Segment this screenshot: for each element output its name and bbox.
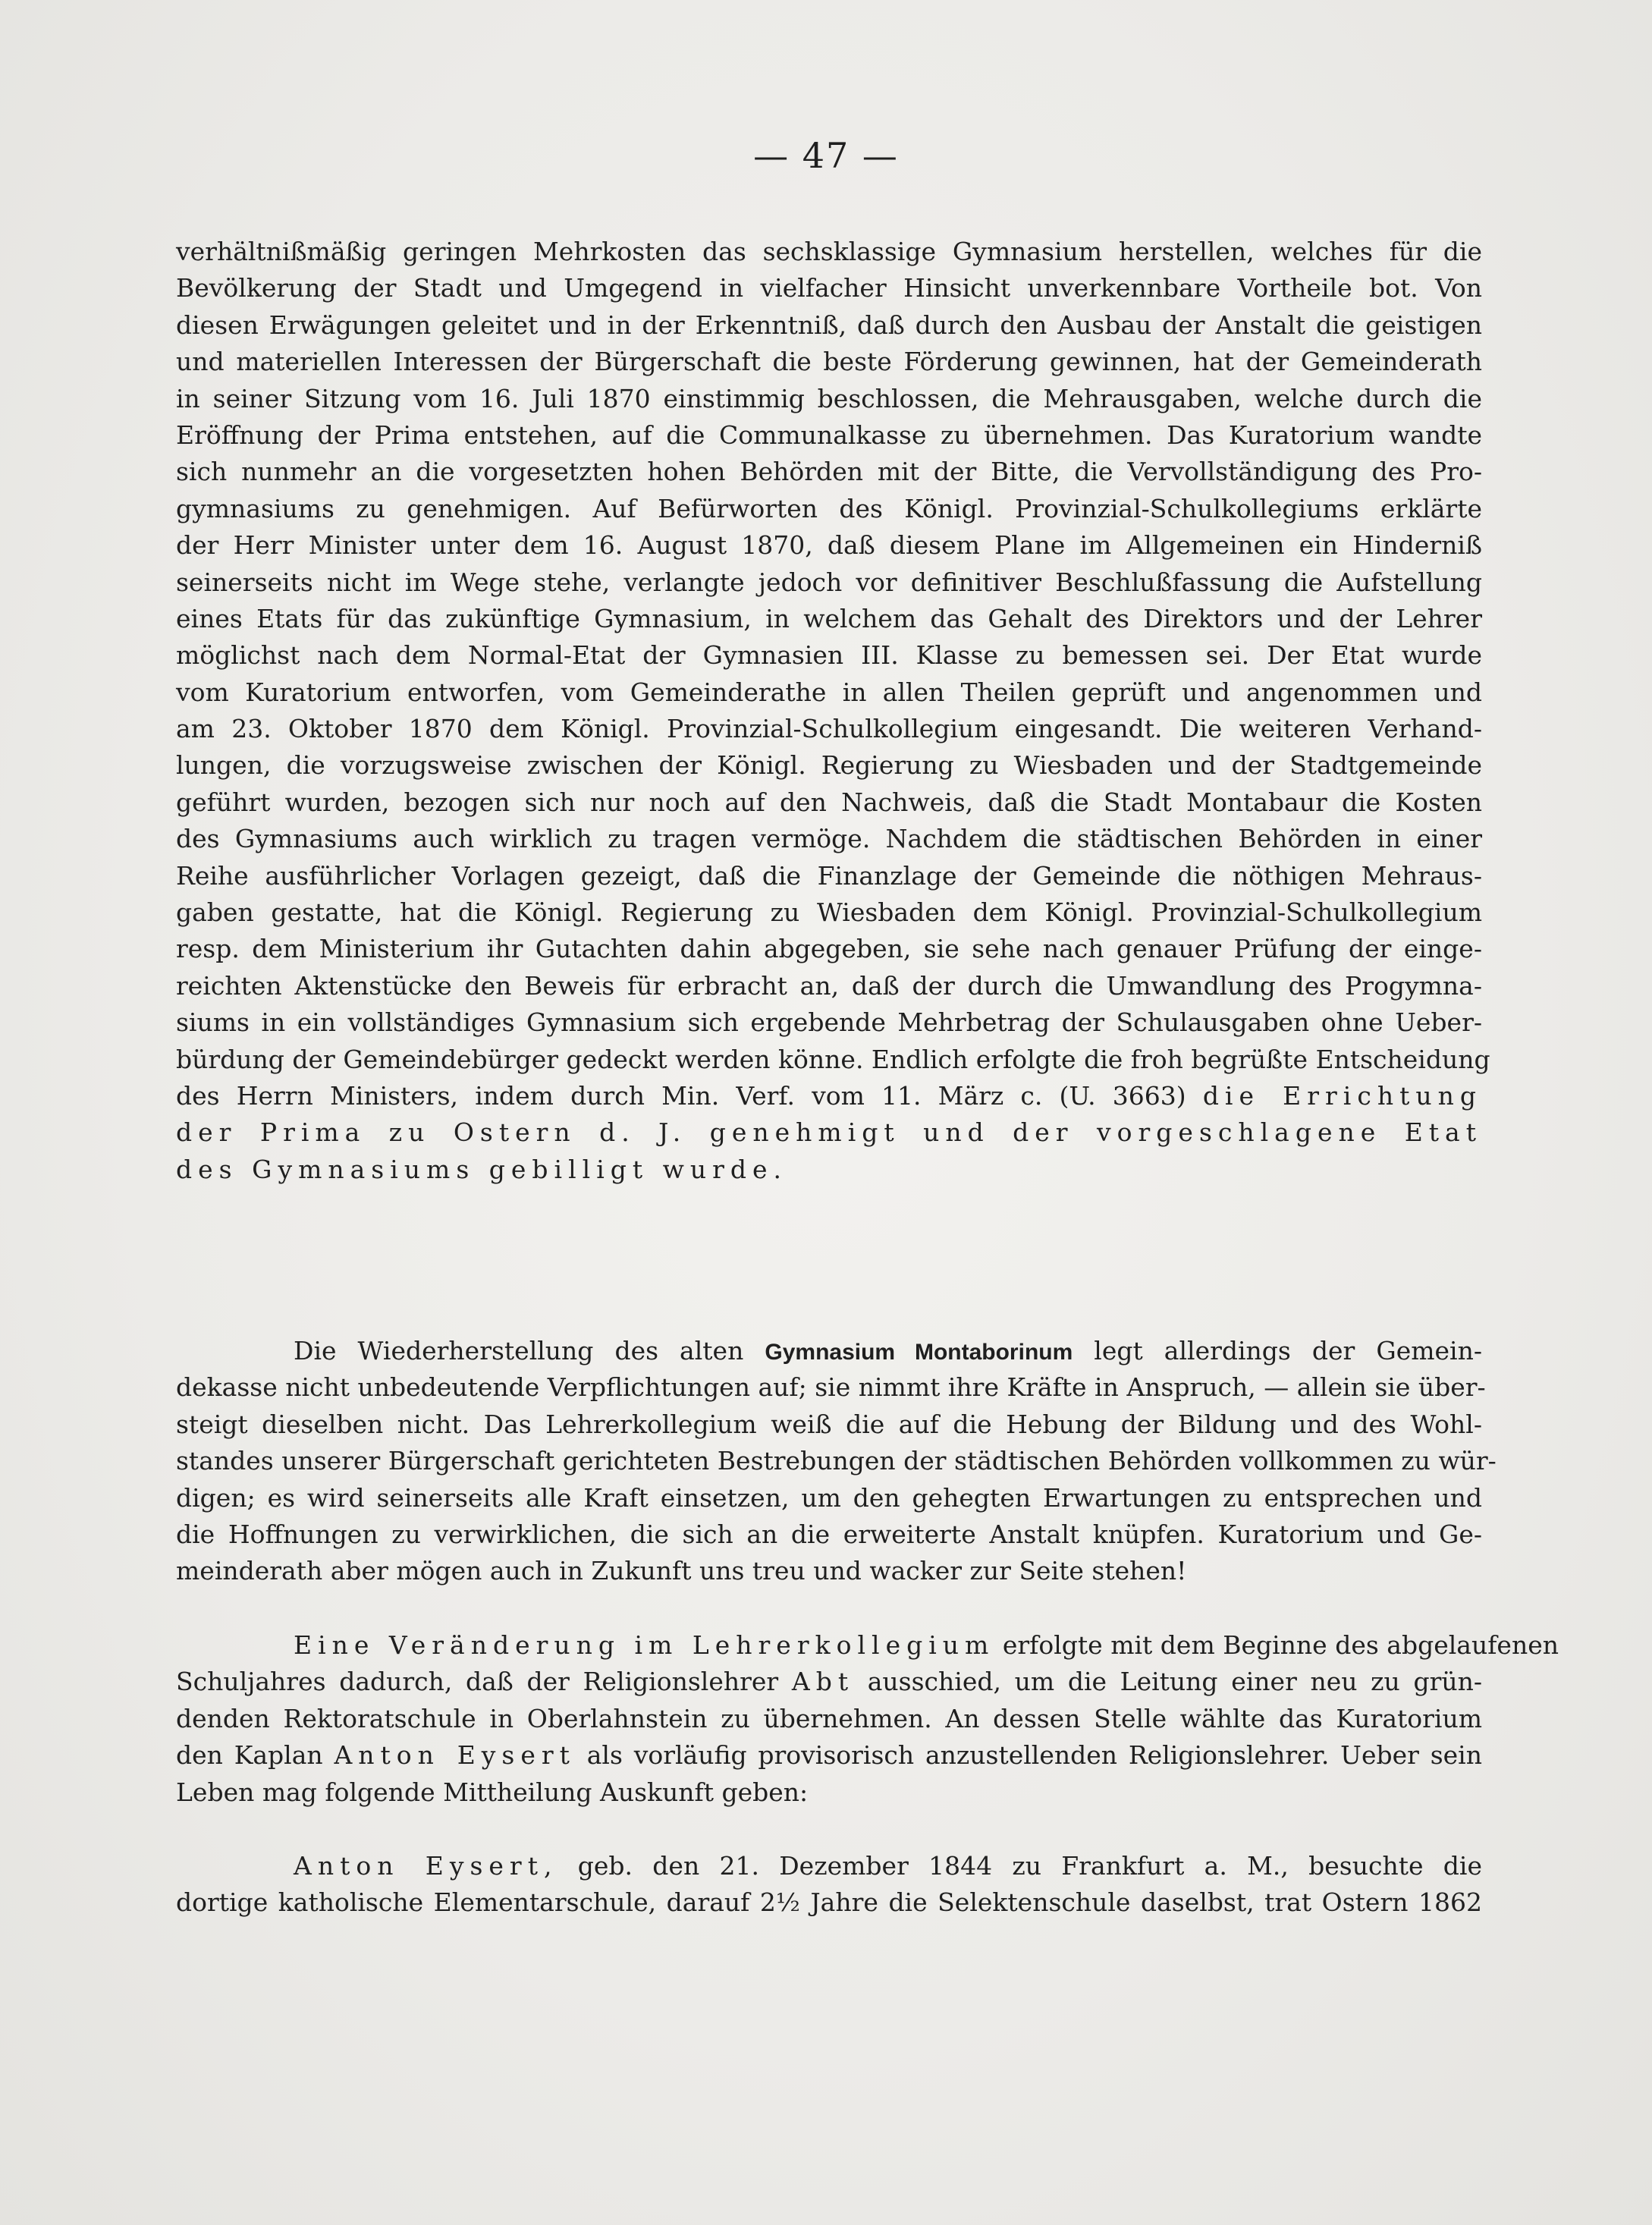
text-line: resp. dem Ministerium ihr Gutachten dahin abgegeben, sie sehe nach genauer Prüfung der einge- [176, 934, 1482, 964]
text-line: möglichst nach dem Normal-Etat der Gymnasien III. Klasse zu bemessen sei. Der Etat wurde [176, 640, 1482, 671]
text-line: diesen Erwägungen geleitet und in der Erkenntniß, daß durch den Ausbau der Anstalt die geistigen [176, 310, 1482, 340]
text-line: dekasse nicht unbedeutende Verpflichtungen auf; sie nimmt ihre Kräfte in Anspruch, — allein sie über- [176, 1372, 1486, 1403]
text-line: Bevölkerung der Stadt und Umgegend in vielfacher Hinsicht unverkennbare Vortheile bot. Von [176, 273, 1482, 303]
text-line: vom Kuratorium entworfen, vom Gemeinderathe in allen Theilen geprüft und angenommen und [176, 677, 1482, 707]
text-fragment: Die Wiederherstellung des alten [294, 1336, 744, 1365]
emphasized-text: Abt [791, 1667, 855, 1697]
text-line: digen; es wird seinerseits alle Kraft einsetzen, um den gehegten Erwartungen zu entsprechen und [176, 1482, 1482, 1513]
text-line [176, 1627, 1559, 1664]
text-line: sich nunmehr an die vorgesetzten hohen Behörden mit der Bitte, die Vervollständigung des Pro- [176, 457, 1482, 487]
text-line: standes unserer Bürgerschaft gerichteten Bestrebungen der städtischen Behörden vollkommen zu wür- [176, 1446, 1497, 1476]
paragraph-biography [176, 1848, 1482, 1922]
text-line: dortige katholische Elementarschule, darauf 2½ Jahre die Selektenschule daselbst, trat Ostern 1862 [176, 1887, 1482, 1918]
text-line: eines Etats für das zukünftige Gymnasium, in welchem das Gehalt des Direktors und der Lehrer [176, 603, 1482, 633]
text-line: Eröffnung der Prima entstehen, auf die Communalkasse zu übernehmen. Das Kuratorium wandte [176, 420, 1482, 450]
text-fragment: des Herrn Ministers, indem durch Min. Verf. vom 11. März c. (U. 3663) [176, 1080, 1186, 1111]
text-fragment: ausschied, um die Leitung einer neu zu grün- [867, 1667, 1483, 1697]
emphasized-text: Anton Eysert, [294, 1851, 558, 1881]
page-number: — 47 — [753, 135, 899, 176]
text-line: und materiellen Interessen der Bürgerschaft die beste Förderung gewinnen, hat der Gemeinderath [176, 347, 1482, 377]
text-line: am 23. Oktober 1870 dem Königl. Provinzial-Schulkollegium eingesandt. Die weiteren Verhand- [176, 714, 1482, 744]
text-line: Leben mag folgende Mittheilung Auskunft geben: [176, 1777, 809, 1807]
text-line [176, 1333, 1482, 1369]
antiqua-text: Gymnasium Montaborinum [765, 1340, 1073, 1365]
text-line [176, 1078, 1482, 1114]
text-line: die Hoffnungen zu verwirklichen, die sich an die erweiterte Anstalt knüpfen. Kuratorium und Ge- [176, 1519, 1482, 1549]
text-fragment: den Kaplan [176, 1740, 323, 1771]
text-line [176, 1737, 1482, 1774]
emphasized-line: der Prima zu Ostern d. J. genehmigt und der vorgeschlagene Etat [176, 1117, 1482, 1148]
paragraph-staff-change [176, 1627, 1559, 1811]
text-line: gymnasiums zu genehmigen. Auf Befürworten des Königl. Provinzial-Schulkollegiums erklärte [176, 493, 1482, 523]
text-line: reichten Aktenstücke den Beweis für erbracht an, daß der durch die Umwandlung des Progymna- [176, 970, 1482, 1001]
emphasized-text: Anton Eysert [334, 1740, 576, 1771]
text-line: Reihe ausführlicher Vorlagen gezeigt, daß die Finanzlage der Gemeinde die nöthigen Mehraus- [176, 860, 1482, 891]
text-line: gaben gestatte, hat die Königl. Regierung zu Wiesbaden dem Königl. Provinzial-Schulkollegium [176, 897, 1482, 928]
text-line: verhältnißmäßig geringen Mehrkosten das sechsklassige Gymnasium herstellen, welches für die [176, 237, 1482, 266]
emphasized-line: des Gymnasiums gebilligt wurde. [176, 1154, 788, 1184]
text-line [176, 1664, 1482, 1700]
text-line: denden Rektoratschule in Oberlahnstein zu übernehmen. An dessen Stelle wählte das Kuratorium [176, 1703, 1482, 1733]
text-line: des Gymnasiums auch wirklich zu tragen vermöge. Nachdem die städtischen Behörden in einer [176, 824, 1482, 854]
text-fragment: Schuljahres dadurch, daß der Religionslehrer [176, 1667, 779, 1697]
text-fragment: geb. den 21. Dezember 1844 zu Frankfurt a. M., besuchte die [577, 1851, 1482, 1881]
text-line: der Herr Minister unter dem 16. August 1870, daß diesem Plane im Allgemeinen ein Hinderniß [176, 530, 1482, 561]
text-line: in seiner Sitzung vom 16. Juli 1870 einstimmig beschlossen, die Mehrausgaben, welche durch die [176, 383, 1482, 413]
emphasized-text: Eine Veränderung im Lehrerkollegium [294, 1630, 995, 1660]
paragraph-gymnasium-history [176, 234, 1490, 1188]
text-line: bürdung der Gemeindebürger gedeckt werden könne. Endlich erfolgte die froh begrüßte Entscheidung [176, 1044, 1490, 1074]
text-line: lungen, die vorzugsweise zwischen der Königl. Regierung zu Wiesbaden und der Stadtgemeinde [176, 750, 1482, 781]
text-line: siums in ein vollständiges Gymnasium sich ergebende Mehrbetrag der Schulausgaben ohne Ueber- [176, 1007, 1482, 1038]
text-fragment: erfolgte mit dem Beginne des abgelaufenen [1002, 1630, 1559, 1660]
text-fragment: legt allerdings der Gemein- [1094, 1336, 1483, 1365]
text-line [176, 1848, 1482, 1884]
paragraph-gymnasium-montaborinum [176, 1333, 1497, 1590]
text-line: meinderath aber mögen auch in Zukunft uns treu und wacker zur Seite stehen! [176, 1556, 1187, 1586]
text-line: seinerseits nicht im Wege stehe, verlangte jedoch vor definitiver Beschlußfassung die Aufstellung [176, 567, 1482, 597]
text-fragment: als vorläufig provisorisch anzustellenden Religionslehrer. Ueber sein [586, 1740, 1482, 1771]
text-line: geführt wurden, bezogen sich nur noch auf den Nachweis, daß die Stadt Montabaur die Kosten [176, 787, 1482, 817]
text-line: steigt dieselben nicht. Das Lehrerkollegium weiß die auf die Hebung der Bildung und des Wohl- [176, 1409, 1482, 1439]
emphasized-text: die Errichtung [1202, 1080, 1482, 1111]
